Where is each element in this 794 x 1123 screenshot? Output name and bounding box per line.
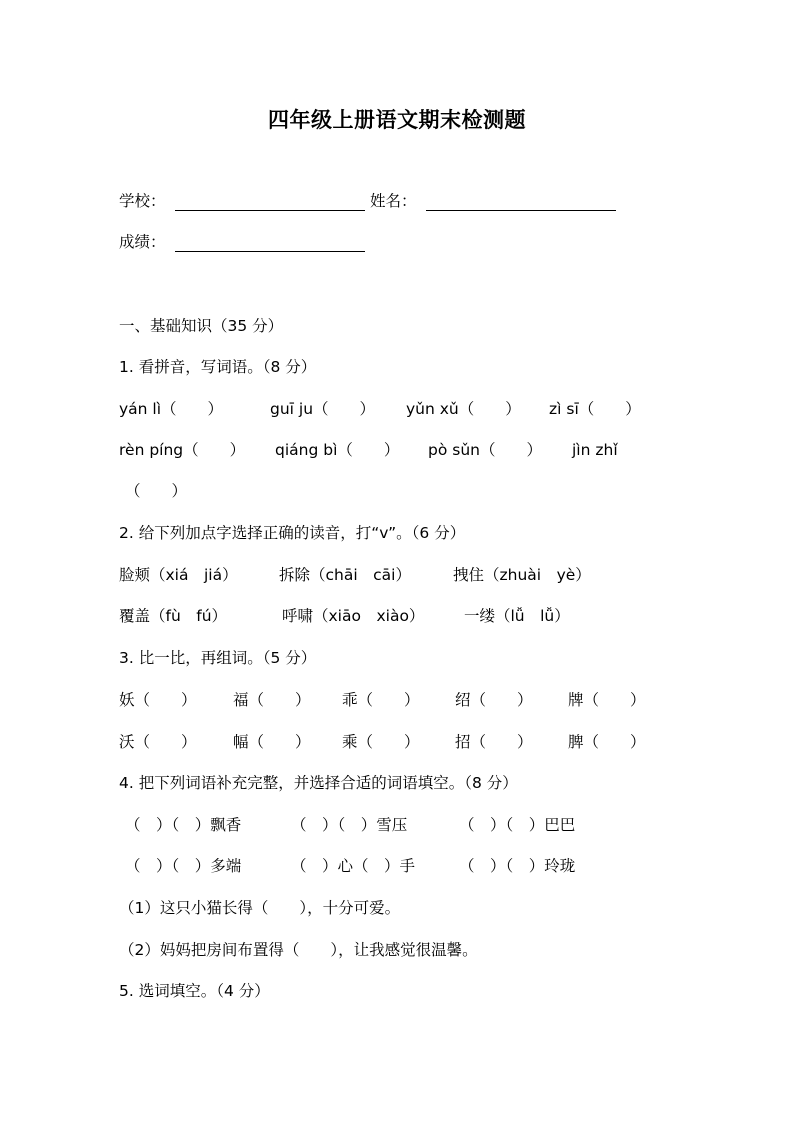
char-item: 沃（ ）: [119, 733, 197, 751]
pinyin-item: qiáng bì（ ）: [275, 441, 400, 459]
char-item: 乘（ ）: [342, 733, 420, 751]
reading-choice[interactable]: 呼啸（xiāo xiào）: [282, 607, 425, 625]
school-field[interactable]: [175, 210, 365, 211]
idiom-item: （ ）心（ ）手: [291, 857, 416, 875]
pinyin-item: yǔn xǔ（ ）: [406, 400, 521, 418]
school-label: 学校：: [119, 192, 166, 210]
char-item: 乖（ ）: [342, 691, 420, 709]
question-4-sentence-2: （2）妈妈把房间布置得（ ），让我感觉很温馨。: [119, 941, 478, 959]
question-5-label: 5. 选词填空。（4 分）: [119, 982, 270, 1000]
pinyin-item: guī ju（ ）: [270, 400, 376, 418]
section-heading: 一、基础知识（35 分）: [119, 317, 284, 335]
pinyin-item: rèn píng（ ）: [119, 441, 246, 459]
pinyin-item: yán lì（ ）: [119, 400, 224, 418]
char-item: 妖（ ）: [119, 691, 197, 709]
question-3-label: 3. 比一比，再组词。（5 分）: [119, 649, 317, 667]
name-label: 姓名：: [370, 192, 417, 210]
char-item: 幅（ ）: [233, 733, 311, 751]
reading-choice[interactable]: 拽住（zhuài yè）: [453, 566, 591, 584]
answer-blank[interactable]: （ ）: [125, 482, 188, 500]
reading-choice[interactable]: 一缕（lǚ lǚ）: [464, 607, 570, 625]
char-item: 绍（ ）: [455, 691, 533, 709]
question-1-label: 1. 看拼音，写词语。（8 分）: [119, 358, 317, 376]
question-2-label: 2. 给下列加点字选择正确的读音，打“v”。（6 分）: [119, 524, 466, 542]
pinyin-item: pò sǔn（ ）: [428, 441, 542, 459]
char-item: 脾（ ）: [568, 733, 646, 751]
reading-choice[interactable]: 拆除（chāi cāi）: [279, 566, 411, 584]
page-title: 四年级上册语文期末检测题: [268, 108, 526, 132]
idiom-item: （ ）（ ）多端: [125, 857, 242, 875]
idiom-item: （ ）（ ）雪压: [291, 816, 408, 834]
score-field[interactable]: [175, 251, 365, 252]
score-label: 成绩：: [119, 233, 166, 251]
char-item: 福（ ）: [233, 691, 311, 709]
idiom-item: （ ）（ ）飘香: [125, 816, 242, 834]
pinyin-item: zì sī（ ）: [549, 400, 641, 418]
idiom-item: （ ）（ ）巴巴: [459, 816, 576, 834]
question-4-label: 4. 把下列词语补充完整，并选择合适的词语填空。（8 分）: [119, 774, 518, 792]
reading-choice[interactable]: 覆盖（fù fú）: [119, 607, 228, 625]
pinyin-item: jìn zhǐ: [572, 441, 618, 459]
char-item: 招（ ）: [455, 733, 533, 751]
char-item: 牌（ ）: [568, 691, 646, 709]
reading-choice[interactable]: 脸颊（xiá jiá）: [119, 566, 238, 584]
name-field[interactable]: [426, 210, 616, 211]
idiom-item: （ ）（ ）玲珑: [459, 857, 576, 875]
question-4-sentence-1: （1）这只小猫长得（ ），十分可爱。: [119, 899, 401, 917]
